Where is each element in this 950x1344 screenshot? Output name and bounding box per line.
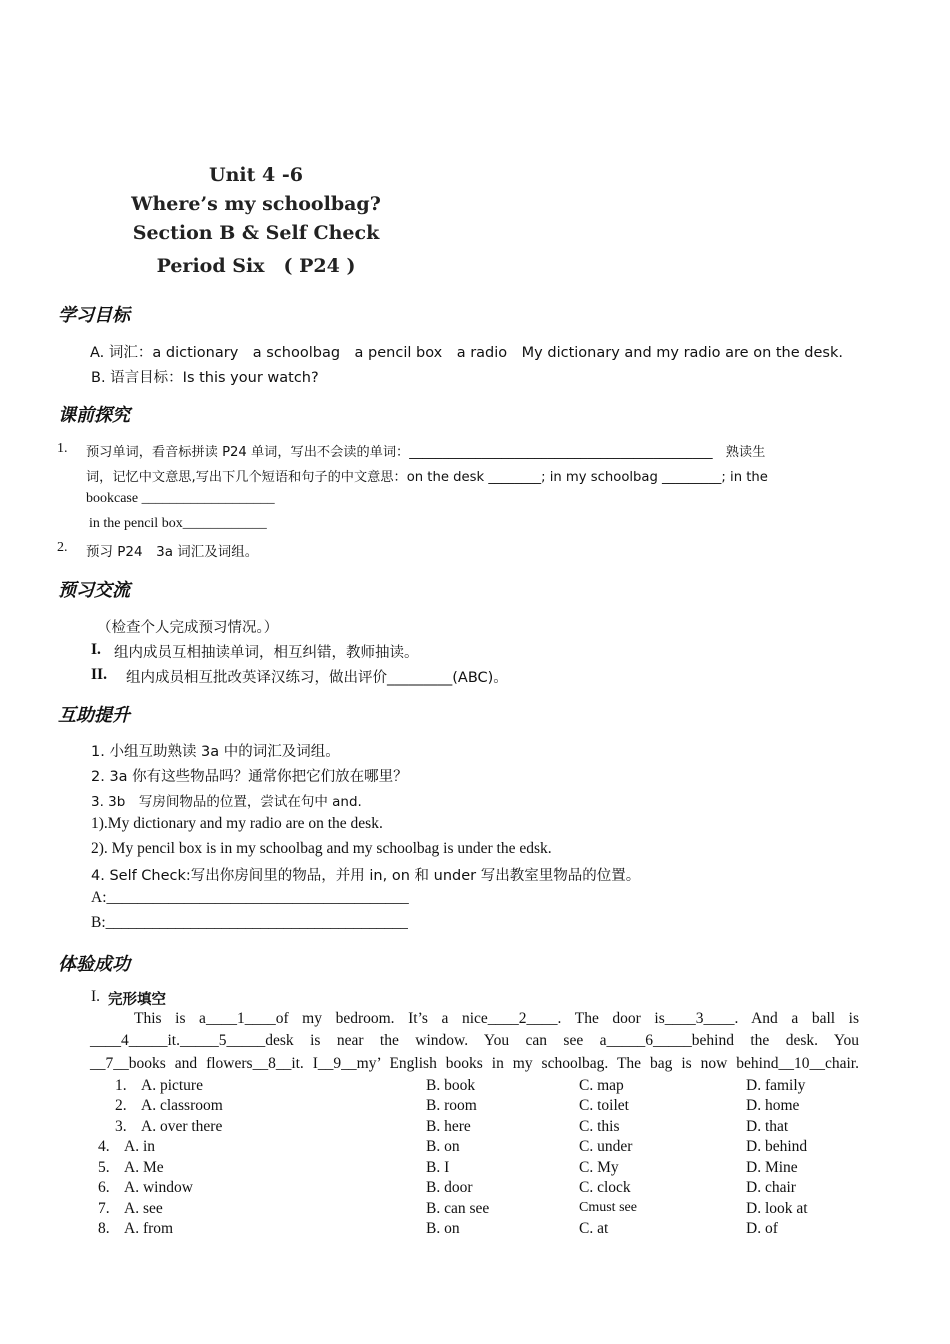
list-number: 2.: [57, 540, 68, 555]
preview-3a-item: 预习 P24 3a 词汇及词组。: [86, 544, 259, 560]
cloze-passage-line: __7__books and flowers__8__it. I__9__my’ English books in my schoolbag. The bag is now behind__10__chair.: [90, 1055, 859, 1072]
section-heading-exchange: 预习交流: [58, 580, 130, 601]
option-d: D. home: [746, 1097, 800, 1114]
section-heading-help: 互助提升: [58, 705, 130, 726]
option-number: 3.: [115, 1118, 127, 1135]
option-number: 4.: [98, 1138, 110, 1155]
preview-pencilbox-line: in the pencil box____________: [89, 516, 267, 531]
option-b: B. on: [426, 1220, 460, 1237]
option-a: A. picture: [141, 1077, 203, 1094]
section-title: Section B & Self Check: [132, 222, 380, 244]
unit-title: Unit 4 -6: [209, 164, 303, 186]
exchange-item-one: 组内成员互相抽读单词，相互纠错，教师抽读。: [114, 645, 419, 661]
option-number: 7.: [98, 1200, 110, 1217]
section-heading-explore: 课前探究: [58, 405, 130, 426]
period-title: Period Six ( P24 ): [156, 255, 356, 277]
section-heading-goals: 学习目标: [58, 305, 130, 326]
option-c: C. this: [579, 1118, 620, 1135]
example-sentence: 2). My pencil box is in my schoolbag and my schoolbag is under the edsk.: [91, 840, 552, 857]
exchange-item-two: 组内成员相互批改英译汉练习，做出评价_________(ABC)。: [126, 670, 508, 686]
roman-numeral: II.: [91, 666, 107, 683]
help-line: 1. 小组互助熟读 3a 中的词汇及词组。: [91, 744, 340, 760]
option-b: B. on: [426, 1138, 460, 1155]
answer-line-a: A:_______________________________________: [91, 889, 409, 906]
option-number: 6.: [98, 1179, 110, 1196]
option-a: A. classroom: [141, 1097, 223, 1114]
option-number: 5.: [98, 1159, 110, 1176]
lesson-title: Where’s my schoolbag?: [131, 193, 381, 215]
option-b: B. book: [426, 1077, 476, 1094]
cloze-passage-line: ____4_____it._____5_____desk is near the window. You can see a_____6_____behind the desk. You: [90, 1032, 859, 1049]
option-a: A. see: [124, 1200, 163, 1217]
option-a: A. Me: [124, 1159, 164, 1176]
goal-language: B. 语言目标：Is this your watch?: [91, 370, 319, 386]
goal-vocabulary: A. 词汇：a dictionary a schoolbag a pencil box a radio My dictionary and my radio are on the desk.: [90, 345, 843, 361]
preview-phrases-line: 词，记忆中文意思,写出下几个短语和句子的中文意思：on the desk ________; in my schoolbag _________; in the: [86, 470, 768, 485]
option-a: A. window: [124, 1179, 193, 1196]
option-c: Cmust see: [579, 1200, 637, 1215]
option-d: D. that: [746, 1118, 789, 1135]
option-c: C. under: [579, 1138, 633, 1155]
option-d: D. look at: [746, 1200, 808, 1217]
option-d: D. family: [746, 1077, 806, 1094]
option-number: 2.: [115, 1097, 127, 1114]
option-a: A. in: [124, 1138, 155, 1155]
help-line: 2. 3a 你有这些物品吗？通常你把它们放在哪里？: [91, 769, 408, 785]
option-c: C. map: [579, 1077, 624, 1094]
option-c: C. My: [579, 1159, 619, 1176]
option-number: 1.: [115, 1077, 127, 1094]
roman-numeral: I.: [91, 988, 101, 1005]
option-b: B. here: [426, 1118, 471, 1135]
section-heading-success: 体验成功: [58, 954, 130, 975]
option-b: B. room: [426, 1097, 477, 1114]
option-b: B. can see: [426, 1200, 490, 1217]
preview-words-line: 预习单词，看音标拼读 P24 单词，写出不会读的单词：______________________________________________ 熟读生: [86, 445, 766, 460]
option-a: A. from: [124, 1220, 174, 1237]
self-check-task: 4. Self Check:写出你房间里的物品，并用 in, on 和 under 写出教室里物品的位置。: [91, 868, 641, 884]
exchange-note: （检查个人完成预习情况。）: [97, 620, 279, 636]
help-line: 3. 3b 写房间物品的位置，尝试在句中 and.: [91, 794, 362, 810]
answer-line-b: B:_______________________________________: [91, 914, 408, 931]
example-sentence: 1).My dictionary and my radio are on the desk.: [91, 815, 383, 832]
option-d: D. Mine: [746, 1159, 798, 1176]
roman-numeral: I.: [91, 641, 101, 658]
option-c: C. clock: [579, 1179, 631, 1196]
option-d: D. behind: [746, 1138, 808, 1155]
preview-bookcase-line: bookcase ___________________: [86, 491, 275, 506]
list-number: 1.: [57, 441, 68, 456]
cloze-title: 完形填空: [108, 992, 166, 1008]
option-b: B. door: [426, 1179, 473, 1196]
option-b: B. I: [426, 1159, 450, 1176]
option-c: C. toilet: [579, 1097, 629, 1114]
option-a: A. over there: [141, 1118, 223, 1135]
option-d: D. chair: [746, 1179, 796, 1196]
option-c: C. at: [579, 1220, 609, 1237]
cloze-passage-line: This is a____1____of my bedroom. It’s a nice____2____. The door is____3____. And a ball is: [134, 1010, 859, 1027]
option-number: 8.: [98, 1220, 110, 1237]
option-d: D. of: [746, 1220, 778, 1237]
